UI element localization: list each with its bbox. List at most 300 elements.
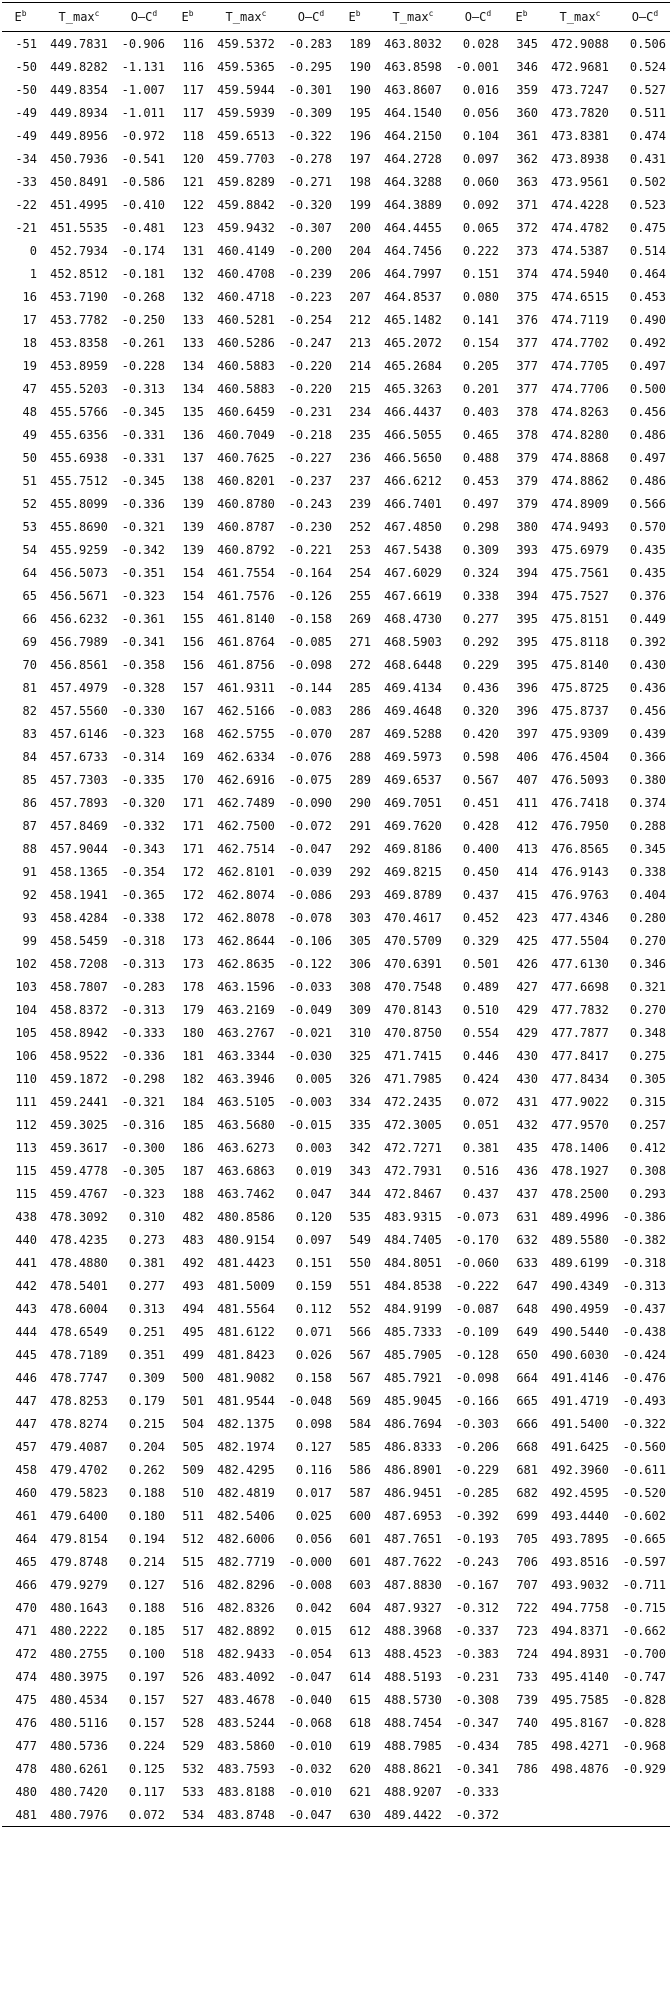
o-c-cell: 0.474 (629, 128, 666, 143)
o-c-cell: -0.076 (288, 749, 332, 764)
tmax-cell: 488.5193 (384, 1669, 442, 1684)
o-c-cell: 0.380 (629, 772, 666, 787)
tmax-cell: 472.7271 (384, 1140, 442, 1155)
o-c-cell: 0.345 (629, 841, 666, 856)
epoch-cell: 650 (516, 1347, 538, 1362)
o-c-cell: -0.247 (288, 335, 332, 350)
tmax-cell: 484.8051 (384, 1255, 442, 1270)
tmax-cell: 498.4271 (551, 1738, 609, 1753)
o-c-cell: -0.098 (455, 1370, 499, 1385)
epoch-cell: 69 (22, 634, 37, 649)
epoch-cell: 200 (349, 220, 371, 235)
o-c-cell: -0.358 (121, 657, 165, 672)
o-c-cell: 0.497 (462, 496, 499, 511)
epoch-cell: 495 (182, 1324, 204, 1339)
tmax-cell: 480.3975 (50, 1669, 108, 1684)
o-c-cell: 0.492 (629, 335, 666, 350)
epoch-cell: 131 (182, 243, 204, 258)
o-c-cell: -0.221 (288, 542, 332, 557)
o-c-cell: -0.711 (622, 1577, 666, 1592)
epoch-cell: 104 (15, 1002, 37, 1017)
epoch-cell: 292 (349, 864, 371, 879)
tmax-cell: 461.8764 (217, 634, 275, 649)
o-c-cell: -0.193 (455, 1531, 499, 1546)
epoch-cell: 305 (349, 933, 371, 948)
o-c-cell: -0.392 (455, 1508, 499, 1523)
o-c-cell: -0.206 (455, 1439, 499, 1454)
epoch-cell: 600 (349, 1508, 371, 1523)
o-c-cell: -0.298 (121, 1071, 165, 1086)
tmax-cell: 458.8942 (50, 1025, 108, 1040)
tmax-cell: 469.8186 (384, 841, 442, 856)
epoch-cell: -51 (15, 36, 37, 51)
o-c-cell: 0.567 (462, 772, 499, 787)
tmax-cell: 460.5883 (217, 381, 275, 396)
epoch-cell: 190 (349, 82, 371, 97)
epoch-cell: 99 (22, 933, 37, 948)
tmax-cell: 473.9561 (551, 174, 609, 189)
tmax-cell: 452.7934 (50, 243, 108, 258)
o-c-cell: 0.451 (462, 795, 499, 810)
table-row (2, 906, 670, 929)
o-c-cell: -0.015 (288, 1117, 332, 1132)
tmax-cell: 464.8537 (384, 289, 442, 304)
epoch-cell: 512 (182, 1531, 204, 1546)
epoch-cell: 379 (516, 450, 538, 465)
epoch-cell: 493 (182, 1278, 204, 1293)
epoch-cell: 406 (516, 749, 538, 764)
table-header (2, 3, 670, 32)
o-c-cell: 0.489 (462, 979, 499, 994)
tmax-cell: 458.4284 (50, 910, 108, 925)
tmax-cell: 479.5823 (50, 1485, 108, 1500)
o-c-cell: 0.524 (629, 59, 666, 74)
tmax-cell: 463.3344 (217, 1048, 275, 1063)
o-c-cell: -0.231 (288, 404, 332, 419)
epoch-cell: 196 (349, 128, 371, 143)
o-c-cell: -0.351 (121, 565, 165, 580)
o-c-cell: 0.430 (629, 657, 666, 672)
epoch-cell: 500 (182, 1370, 204, 1385)
o-c-cell: -0.047 (288, 841, 332, 856)
tmax-cell: 482.8326 (217, 1600, 275, 1615)
table-row (2, 78, 670, 101)
tmax-cell: 463.2767 (217, 1025, 275, 1040)
o-c-cell: 0.159 (295, 1278, 332, 1293)
o-c-cell: -0.278 (288, 151, 332, 166)
table-row (2, 285, 670, 308)
epoch-cell: 213 (349, 335, 371, 350)
epoch-cell: 612 (349, 1623, 371, 1638)
epoch-cell: 334 (349, 1094, 371, 1109)
table-row (2, 1481, 670, 1504)
tmax-cell: 477.6698 (551, 979, 609, 994)
o-c-cell: 0.151 (462, 266, 499, 281)
tmax-cell: 494.7758 (551, 1600, 609, 1615)
epoch-cell: 666 (516, 1416, 538, 1431)
epoch-cell: 722 (516, 1600, 538, 1615)
tmax-cell: 464.3889 (384, 197, 442, 212)
o-c-cell: -0.300 (121, 1140, 165, 1155)
epoch-cell: 509 (182, 1462, 204, 1477)
tmax-cell: 450.7936 (50, 151, 108, 166)
tmax-cell: 456.5073 (50, 565, 108, 580)
o-c-cell: 0.500 (629, 381, 666, 396)
o-c-cell: -0.611 (622, 1462, 666, 1477)
table-row (2, 1067, 670, 1090)
tmax-cell: 478.4235 (50, 1232, 108, 1247)
tmax-cell: 475.8118 (551, 634, 609, 649)
o-c-cell: -0.098 (288, 657, 332, 672)
o-c-cell: -0.231 (455, 1669, 499, 1684)
epoch-cell: 189 (349, 36, 371, 51)
o-c-cell: 0.315 (629, 1094, 666, 1109)
tmax-cell: 477.8434 (551, 1071, 609, 1086)
o-c-cell: -0.049 (288, 1002, 332, 1017)
tmax-cell: 488.7454 (384, 1715, 442, 1730)
tmax-cell: 449.7831 (50, 36, 108, 51)
epoch-cell: 70 (22, 657, 37, 672)
epoch-cell: 724 (516, 1646, 538, 1661)
table-row (2, 354, 670, 377)
o-c-cell: -0.332 (121, 818, 165, 833)
tmax-cell: 475.7561 (551, 565, 609, 580)
tmax-cell: 476.7418 (551, 795, 609, 810)
o-c-cell: -0.220 (288, 358, 332, 373)
table-row (2, 1159, 670, 1182)
o-c-cell: 0.214 (128, 1554, 165, 1569)
o-c-cell: 0.071 (295, 1324, 332, 1339)
epoch-cell: 618 (349, 1715, 371, 1730)
epoch-cell: 214 (349, 358, 371, 373)
tmax-cell: 481.5564 (217, 1301, 275, 1316)
epoch-cell: 375 (516, 289, 538, 304)
epoch-cell: 414 (516, 864, 538, 879)
o-c-cell: -0.330 (121, 703, 165, 718)
o-c-cell: -0.560 (622, 1439, 666, 1454)
epoch-cell: 586 (349, 1462, 371, 1477)
tmax-cell: 476.7950 (551, 818, 609, 833)
epoch-cell: 378 (516, 404, 538, 419)
epoch-cell: 235 (349, 427, 371, 442)
o-c-cell: 0.436 (462, 680, 499, 695)
o-c-cell: -0.354 (121, 864, 165, 879)
tmax-cell: 459.2441 (50, 1094, 108, 1109)
tmax-cell: 449.8934 (50, 105, 108, 120)
epoch-cell: 411 (516, 795, 538, 810)
tmax-cell: 464.2150 (384, 128, 442, 143)
tmax-cell: 462.8644 (217, 933, 275, 948)
tmax-cell: 482.8892 (217, 1623, 275, 1638)
o-c-cell: -0.078 (288, 910, 332, 925)
o-c-cell: -0.438 (622, 1324, 666, 1339)
o-c-cell: -0.010 (288, 1784, 332, 1799)
tmax-cell: 482.5406 (217, 1508, 275, 1523)
table-row (2, 1044, 670, 1067)
tmax-cell: 459.4767 (50, 1186, 108, 1201)
o-c-cell: -0.322 (622, 1416, 666, 1431)
epoch-cell: 123 (182, 220, 204, 235)
epoch-cell: 116 (182, 36, 204, 51)
o-c-cell: 0.280 (629, 910, 666, 925)
o-c-cell: 0.047 (295, 1186, 332, 1201)
o-c-cell: -0.072 (288, 818, 332, 833)
epoch-cell: 415 (516, 887, 538, 902)
tmax-cell: 481.5009 (217, 1278, 275, 1293)
epoch-cell: 178 (182, 979, 204, 994)
o-c-cell: -0.335 (121, 772, 165, 787)
o-c-cell: -0.229 (455, 1462, 499, 1477)
epoch-cell: 475 (15, 1692, 37, 1707)
epoch-cell: 532 (182, 1761, 204, 1776)
tmax-cell: 487.7651 (384, 1531, 442, 1546)
epoch-cell: 117 (182, 82, 204, 97)
tmax-cell: 476.8565 (551, 841, 609, 856)
table-row (2, 1780, 670, 1803)
tmax-cell: 466.5055 (384, 427, 442, 442)
epoch-cell: 52 (22, 496, 37, 511)
epoch-cell: 413 (516, 841, 538, 856)
tmax-cell: 475.8737 (551, 703, 609, 718)
table-row (2, 561, 670, 584)
tmax-cell: 455.5203 (50, 381, 108, 396)
epoch-cell: 423 (516, 910, 538, 925)
o-c-cell: 0.566 (629, 496, 666, 511)
epoch-cell: 345 (516, 36, 538, 51)
o-c-cell: 0.446 (462, 1048, 499, 1063)
epoch-cell: 425 (516, 933, 538, 948)
tmax-cell: 491.4719 (551, 1393, 609, 1408)
epoch-cell: 394 (516, 565, 538, 580)
o-c-cell: -0.128 (455, 1347, 499, 1362)
o-c-cell: -0.333 (121, 1025, 165, 1040)
epoch-cell: 113 (15, 1140, 37, 1155)
epoch-cell: 171 (182, 841, 204, 856)
o-c-cell: 0.502 (629, 174, 666, 189)
epoch-cell: 461 (15, 1508, 37, 1523)
o-c-cell: -0.341 (121, 634, 165, 649)
tmax-cell: 485.7905 (384, 1347, 442, 1362)
o-c-cell: -0.228 (121, 358, 165, 373)
epoch-cell: 138 (182, 473, 204, 488)
o-c-cell: -0.170 (455, 1232, 499, 1247)
epoch-cell: 64 (22, 565, 37, 580)
o-c-cell: 0.381 (128, 1255, 165, 1270)
table-row (2, 1090, 670, 1113)
o-c-cell: 0.310 (128, 1209, 165, 1224)
o-c-cell: -0.166 (455, 1393, 499, 1408)
table-row (2, 1504, 670, 1527)
epoch-cell: 407 (516, 772, 538, 787)
epoch-cell: 682 (516, 1485, 538, 1500)
tmax-cell: 460.5286 (217, 335, 275, 350)
tmax-cell: 458.1365 (50, 864, 108, 879)
epoch-cell: 412 (516, 818, 538, 833)
o-c-cell: 0.112 (295, 1301, 332, 1316)
tmax-cell: 466.6212 (384, 473, 442, 488)
epoch-cell: 447 (15, 1416, 37, 1431)
o-c-cell: -0.314 (121, 749, 165, 764)
tmax-cell: 461.8140 (217, 611, 275, 626)
tmax-cell: 466.4437 (384, 404, 442, 419)
tmax-cell: 474.4782 (551, 220, 609, 235)
tmax-cell: 470.6391 (384, 956, 442, 971)
o-c-cell: -0.220 (288, 381, 332, 396)
o-c-cell: 0.298 (462, 519, 499, 534)
header-o-c: $O-C^d$ (453, 3, 503, 32)
o-c-cell: 0.366 (629, 749, 666, 764)
table-row (2, 239, 670, 262)
o-c-cell: -0.305 (121, 1163, 165, 1178)
table-row (2, 55, 670, 78)
tmax-cell: 486.8901 (384, 1462, 442, 1477)
o-c-cell: -0.320 (121, 795, 165, 810)
tmax-cell: 488.9207 (384, 1784, 442, 1799)
epoch-cell: 372 (516, 220, 538, 235)
o-c-cell: -0.424 (622, 1347, 666, 1362)
o-c-cell: -0.106 (288, 933, 332, 948)
epoch-cell: 157 (182, 680, 204, 695)
o-c-cell: -0.075 (288, 772, 332, 787)
tmax-cell: 459.5372 (217, 36, 275, 51)
epoch-cell: 447 (15, 1393, 37, 1408)
tmax-cell: 453.7782 (50, 312, 108, 327)
epoch-cell: 133 (182, 335, 204, 350)
o-c-cell: -0.047 (286, 1803, 336, 1827)
tmax-cell: 494.8931 (551, 1646, 609, 1661)
o-c-cell: 0.431 (629, 151, 666, 166)
tmax-cell: 461.7554 (217, 565, 275, 580)
tmax-cell: 479.9279 (50, 1577, 108, 1592)
epoch-cell: 115 (15, 1163, 37, 1178)
tmax-cell: 474.8862 (551, 473, 609, 488)
o-c-cell: -0.665 (622, 1531, 666, 1546)
table-row (2, 101, 670, 124)
tmax-cell: 462.8101 (217, 864, 275, 879)
epoch-cell: 212 (349, 312, 371, 327)
tmax-cell: 453.8358 (50, 335, 108, 350)
tmax-cell: 460.6459 (217, 404, 275, 419)
o-c-cell: -0.085 (288, 634, 332, 649)
tmax-cell: 464.1540 (384, 105, 442, 120)
epoch-cell: 133 (182, 312, 204, 327)
epoch-cell: 529 (182, 1738, 204, 1753)
table-body (2, 32, 670, 1827)
tmax-cell: 484.9199 (384, 1301, 442, 1316)
table-row (2, 1274, 670, 1297)
o-c-cell: -0.968 (622, 1738, 666, 1753)
epoch-cell: 786 (516, 1761, 538, 1776)
table-row (2, 607, 670, 630)
epoch-cell: 395 (516, 657, 538, 672)
table-row (2, 768, 670, 791)
tmax-cell: 495.8167 (551, 1715, 609, 1730)
tmax-cell: 456.8561 (50, 657, 108, 672)
epoch-cell: 466 (15, 1577, 37, 1592)
o-c-cell: -0.331 (121, 450, 165, 465)
tmax-cell: 470.8750 (384, 1025, 442, 1040)
tmax-cell: 480.5736 (50, 1738, 108, 1753)
epoch-cell: 168 (182, 726, 204, 741)
tmax-cell: 474.7702 (551, 335, 609, 350)
epoch-cell: 470 (15, 1600, 37, 1615)
o-c-cell: -0.047 (288, 1669, 332, 1684)
o-c-cell: 0.452 (462, 910, 499, 925)
o-c-cell: 0.475 (629, 220, 666, 235)
tmax-cell: 469.7620 (384, 818, 442, 833)
epoch-cell: 197 (349, 151, 371, 166)
tmax-cell: 457.7893 (50, 795, 108, 810)
o-c-cell: -0.341 (455, 1761, 499, 1776)
tmax-cell: 473.7820 (551, 105, 609, 120)
o-c-cell: -0.144 (288, 680, 332, 695)
epoch-cell: 110 (15, 1071, 37, 1086)
epoch-cell: 552 (349, 1301, 371, 1316)
epoch-cell: 480 (15, 1784, 37, 1799)
tmax-cell: 456.6232 (50, 611, 108, 626)
o-c-cell: -0.337 (455, 1623, 499, 1638)
epoch-cell: 437 (516, 1186, 538, 1201)
o-c-cell: -0.030 (288, 1048, 332, 1063)
epoch-cell: 190 (349, 59, 371, 74)
epoch-cell: 360 (516, 105, 538, 120)
header-epoch: $E^b$ (336, 3, 373, 32)
epoch-cell: 188 (182, 1186, 204, 1201)
o-c-cell: 0.157 (128, 1715, 165, 1730)
tmax-cell: 477.8417 (551, 1048, 609, 1063)
tmax-cell: 478.6004 (50, 1301, 108, 1316)
epoch-cell: 83 (22, 726, 37, 741)
epoch-cell: 476 (15, 1715, 37, 1730)
o-c-cell: 0.251 (128, 1324, 165, 1339)
o-c-cell: 0.381 (462, 1140, 499, 1155)
epoch-cell: 376 (516, 312, 538, 327)
tmax-cell: 481.6122 (217, 1324, 275, 1339)
epoch-cell: 120 (182, 151, 204, 166)
tmax-cell: 460.5883 (217, 358, 275, 373)
o-c-cell: 0.060 (462, 174, 499, 189)
tmax-cell: 478.7189 (50, 1347, 108, 1362)
tmax-cell: 462.7500 (217, 818, 275, 833)
epoch-cell: 293 (349, 887, 371, 902)
header-o-c: $O-C^d$ (620, 3, 670, 32)
tmax-cell: 470.4617 (384, 910, 442, 925)
o-c-cell: -0.032 (288, 1761, 332, 1776)
epoch-cell: 253 (349, 542, 371, 557)
table-row (2, 1619, 670, 1642)
o-c-cell: -0.323 (121, 1186, 165, 1201)
epoch-cell: -49 (15, 105, 37, 120)
o-c-cell: 0.154 (462, 335, 499, 350)
epoch-cell: 551 (349, 1278, 371, 1293)
o-c-cell: -0.086 (288, 887, 332, 902)
table-row (2, 1297, 670, 1320)
o-c-cell: -0.747 (622, 1669, 666, 1684)
tmax-cell: 470.7548 (384, 979, 442, 994)
tmax-cell: 463.1596 (217, 979, 275, 994)
tmax-cell: 474.4228 (551, 197, 609, 212)
o-c-cell: 0.188 (128, 1600, 165, 1615)
epoch-cell: 346 (516, 59, 538, 74)
epoch-cell: 535 (349, 1209, 371, 1224)
epoch-cell: 482 (182, 1209, 204, 1224)
o-c-cell: 0.224 (128, 1738, 165, 1753)
o-c-cell: -0.476 (622, 1370, 666, 1385)
o-c-cell: 0.486 (629, 427, 666, 442)
tmax-cell: 476.9143 (551, 864, 609, 879)
o-c-cell: -0.328 (121, 680, 165, 695)
epoch-cell: 397 (516, 726, 538, 741)
